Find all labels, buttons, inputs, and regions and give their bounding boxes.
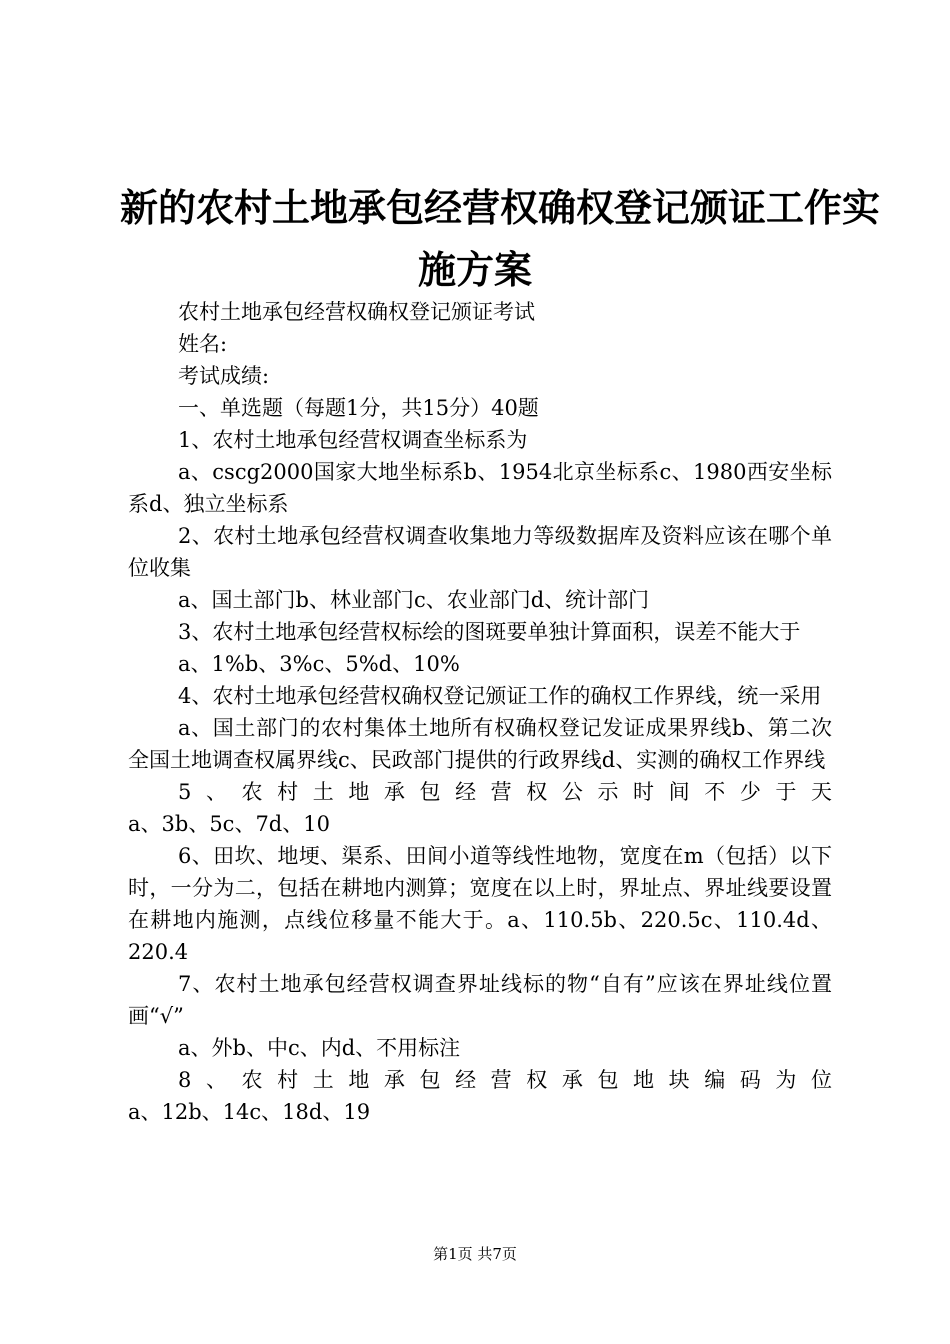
question-7-options: a、外b、中c、内d、不用标注 [178,1036,461,1060]
section-heading: 一、单选题（每题1分，共15分）40题 [178,396,539,420]
page-footer: 第1页 共7页 [433,1245,517,1263]
question-8: 8、农村土地承包经营权承包地块编码为位 [178,1068,832,1092]
question-4-options: a、国土部门的农村集体土地所有权确权登记发证成果界线b、第二次全国土地调查权属界线c、民政部门提供的行政界线d、实测的确权工作界线 [128,716,832,772]
exam-title: 农村土地承包经营权确权登记颁证考试 [178,300,535,324]
question-7: 7、农村土地承包经营权调查界址线标的物“自有”应该在界址线位置画“√” [128,972,832,1028]
document-body [128,296,832,1128]
document-title-line-1: 新的农村土地承包经营权确权登记颁证工作实 [120,185,881,230]
question-2-options: a、国土部门b、林业部门c、农业部门d、统计部门 [178,588,650,612]
document-title-line-2: 施方案 [417,247,532,292]
question-1: 1、农村土地承包经营权调查坐标系为 [178,428,528,452]
score-field-label: 考试成绩: [178,364,270,388]
question-5: 5、农村土地承包经营权公示时间不少于天 [178,780,832,804]
question-5-options: a、3b、5c、7d、10 [128,812,330,836]
question-4: 4、农村土地承包经营权确权登记颁证工作的确权工作界线，统一采用 [178,684,822,708]
question-3-options: a、1%b、3%c、5%d、10% [178,652,460,676]
name-field-label: 姓名: [178,332,228,356]
question-1-options: a、cscg2000国家大地坐标系b、1954北京坐标系c、1980西安坐标系d、独立坐标系 [128,460,832,516]
question-3: 3、农村土地承包经营权标绘的图斑要单独计算面积，误差不能大于 [178,620,801,644]
question-8-options: a、12b、14c、18d、19 [128,1100,371,1124]
question-6: 6、田坎、地埂、渠系、田间小道等线性地物，宽度在m（包括）以下时，一分为二，包括在耕地内测算；宽度在以上时，界址点、界址线要设置在耕地内施测，点线位移量不能大于。a、110.5b、220.5c、110.4d、220.4 [128,844,832,964]
question-2: 2、农村土地承包经营权调查收集地力等级数据库及资料应该在哪个单位收集 [128,524,832,580]
